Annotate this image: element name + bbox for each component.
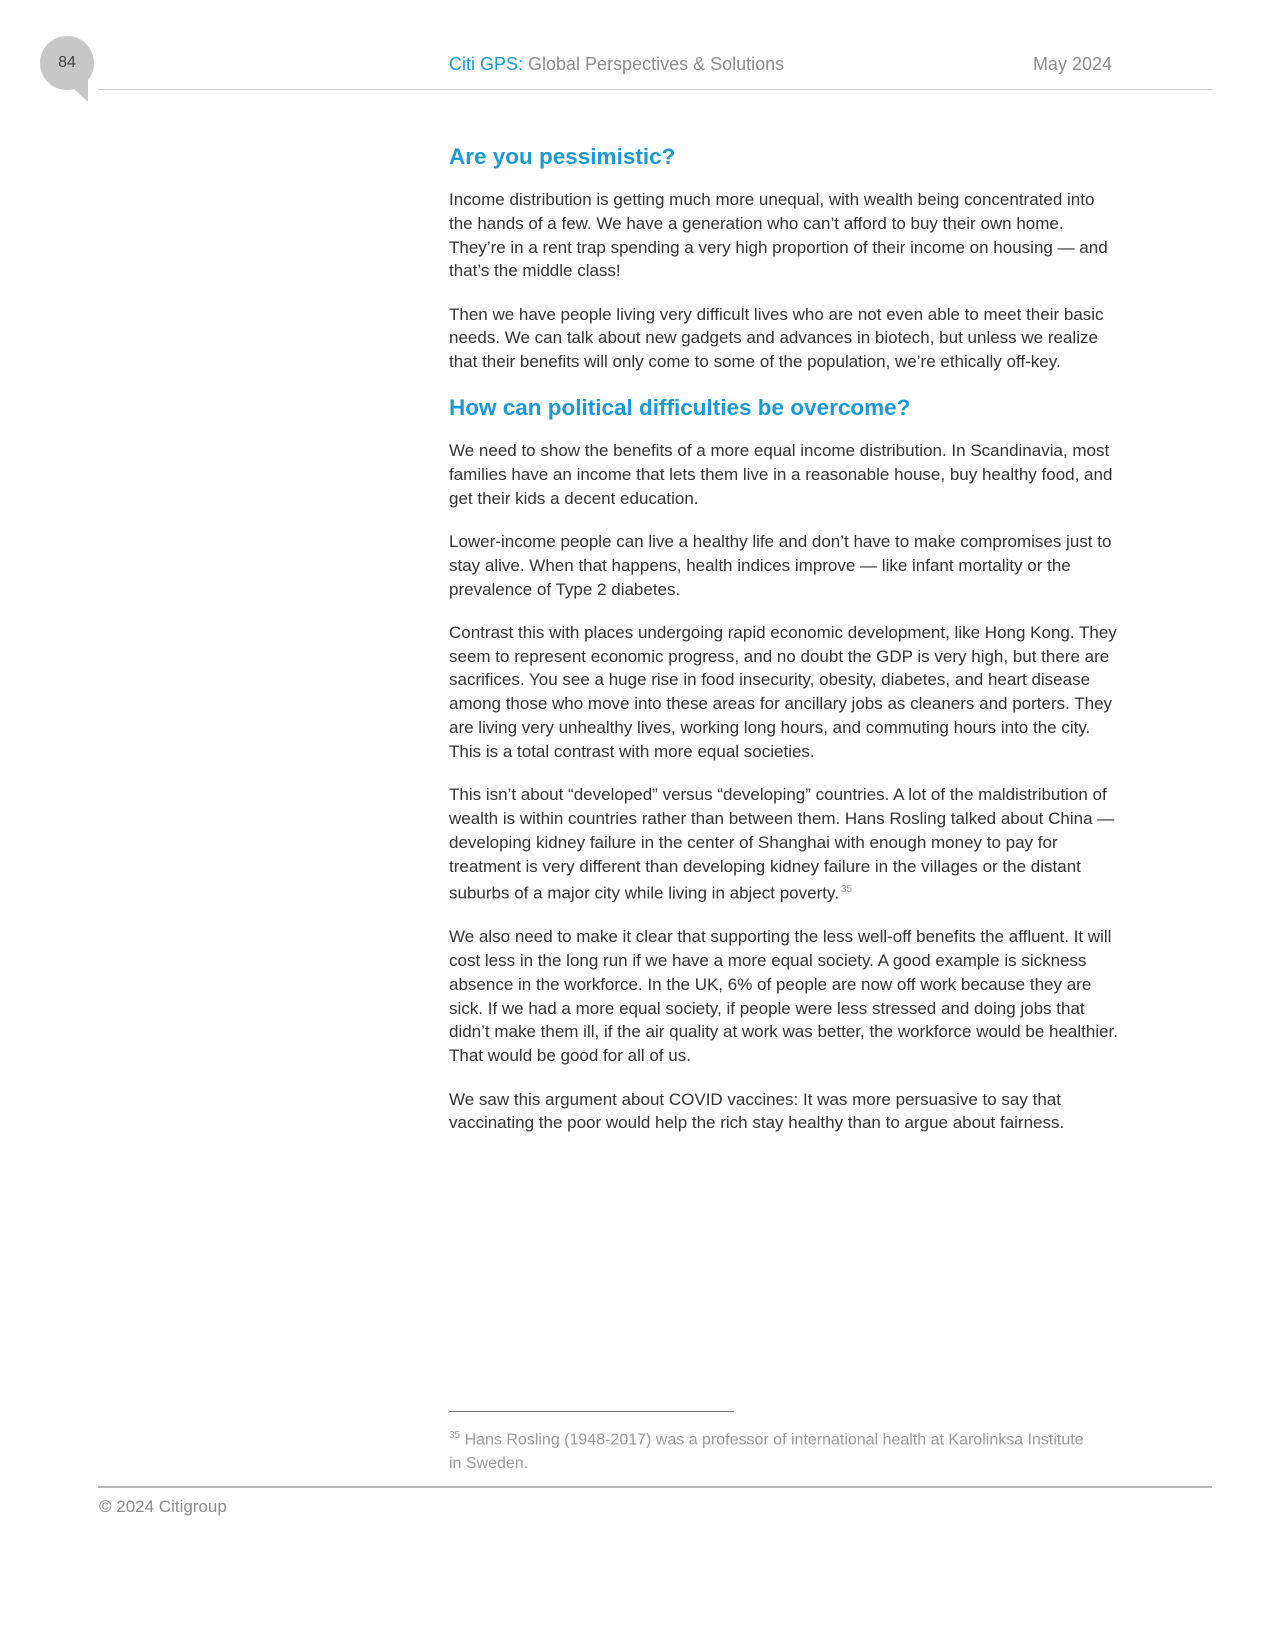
paragraph: We also need to make it clear that supporting the less well-off benefits the affluent. It will cost less in the long run if we have a more equal society. A good example is sickness absence in the workforce. In the UK, 6% of people are now off work because they are sick. If we had a more equal society, if people were less stressed and doing jobs that didn’t make them ill, if the air quality at work was better, the workforce would be healthier. That would be good for all of us. [449, 927, 1118, 1066]
footnote-text: Hans Rosling (1948-2017) was a professor of international health at Karolinksa Institute in Sweden. [449, 1431, 1084, 1473]
paragraph: We saw this argument about COVID vaccines: It was more persuasive to say that vaccinating the poor would help the rich stay healthy than to argue about fairness. [449, 1089, 1065, 1133]
paragraph: Lower-income people can live a healthy life and don’t have to make compromises just to stay alive. When that happens, health indices improve — like infant mortality or the prevalence of Type 2 diabetes. [449, 531, 1112, 599]
header-date: May 2024 [1032, 54, 1112, 74]
header-subtitle: Global Perspectives & Solutions [523, 54, 785, 74]
page-badge-pointer-icon [64, 80, 88, 102]
copyright: © 2024 Citigroup [99, 1497, 227, 1516]
page-number: 84 [58, 54, 76, 71]
paragraph: Income distribution is getting much more unequal, with wealth being concentrated into the hands of a few. We have a generation who can’t afford to buy their own home. They’re in a rent trap spending a very high proportion of their income on housing — and that’s the middle class! [449, 190, 1108, 281]
article-body [449, 143, 1119, 1155]
section-heading: How can political difficulties be overcome? [449, 395, 911, 421]
paragraph-with-footnote [449, 783, 1119, 906]
footnote [449, 1424, 1089, 1476]
footnote-reference[interactable]: 35 [840, 884, 853, 896]
section-heading: Are you pessimistic? [449, 144, 676, 169]
paragraph: Then we have people living very difficult lives who are not even able to meet their basic needs. We can talk about new gadgets and advances in biotech, but unless we realize that their benefits will only come to some of the population, we’re ethically off-key. [449, 304, 1104, 372]
footer-divider [98, 1486, 1212, 1488]
header-brand: Citi GPS: [449, 54, 524, 74]
footnote-divider [449, 1411, 734, 1412]
paragraph-text: This isn’t about “developed” versus “developing” countries. A lot of the maldistribution of wealth is within countries rather than between them. Hans Rosling talked about China — developing kidney failure in the center of Shanghai with enough money to pay for treatment is very different than developing kidney failure in the villages or the distant suburbs of a major city while living in abject poverty. [449, 785, 1115, 903]
paragraph: We need to show the benefits of a more equal income distribution. In Scandinavia, most families have an income that lets them live in a reasonable house, buy healthy food, and get their kids a decent education. [449, 441, 1113, 508]
footnote-number: 35 [449, 1430, 461, 1441]
paragraph: Contrast this with places undergoing rapid economic development, like Hong Kong. They seem to represent economic progress, and no doubt the GDP is very high, but there are sacrifices. You see a huge rise in food insecurity, obesity, diabetes, and heart disease among those who move into these areas for ancillary jobs as cleaners and porters. They are living very unhealthy lives, working long hours, and commuting hours into the city. This is a total contrast with more equal societies. [449, 622, 1117, 761]
header-divider [98, 89, 1212, 90]
header-title [449, 54, 784, 75]
